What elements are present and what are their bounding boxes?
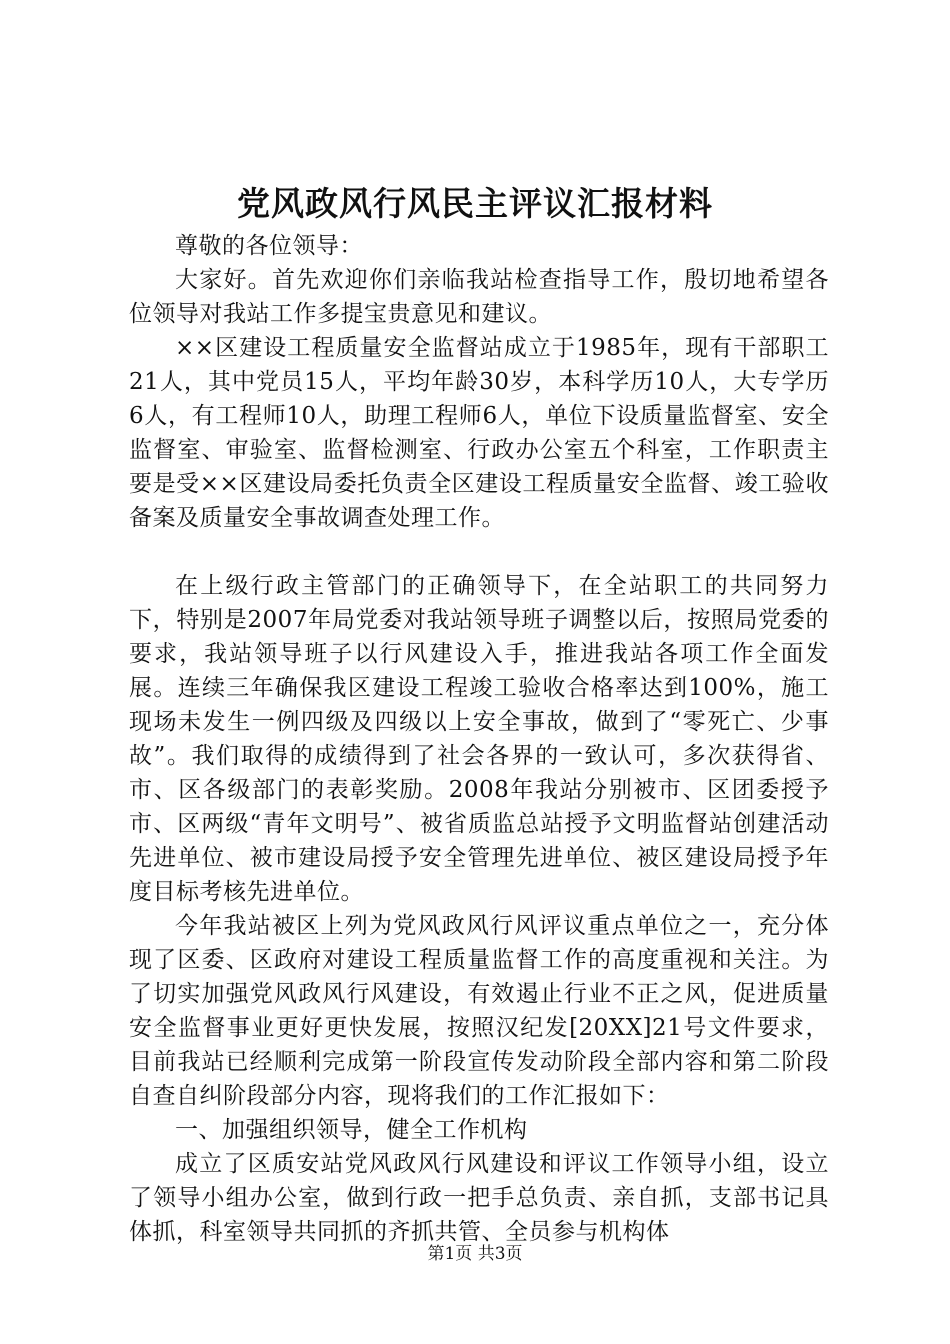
paragraph-section-one: 成立了区质安站党风政风行风建设和评议工作领导小组，设立了领导小组办公室，做到行政一把手总负责、亲自抓，支部书记具体抓，科室领导共同抓的齐抓共管、全员参与机构体 — [129, 1151, 829, 1245]
salutation: 尊敬的各位领导： — [175, 233, 363, 259]
document-title: 党风政风行风民主评议汇报材料 — [237, 184, 713, 223]
paragraph-achievements: 在上级行政主管部门的正确领导下，在全站职工的共同努力下，特别是2007年局党委对我站领导班子调整以后，按照局党委的要求，我站领导班子以行风建设入手，推进我站各项工作全面发展。连续三年确保我区建设工程竣工验收合格率达到100%，施工现场未发生一例四级及四级以上安全事故，做到了“零死亡、少事故”。我们取得的成绩得到了社会各界的一致认可，多次获得省、市、区各级部门的表彰奖励。2008年我站分别被市、区团委授予市、区两级“青年文明号”、被省质监总站授予文明监督站创建活动先进单位、被市建设局授予安全管理先进单位、被区建设局授予年度目标考核先进单位。 — [129, 573, 829, 905]
section-heading: 一、加强组织领导，健全工作机构 — [175, 1117, 528, 1143]
document-body — [129, 229, 829, 1249]
paragraph-greeting: 大家好。首先欢迎你们亲临我站检查指导工作，殷切地希望各位领导对我站工作多提宝贵意见和建议。 — [129, 267, 829, 327]
page-footer: 第1页 共3页 — [427, 1244, 523, 1264]
paragraph-introduction: ××区建设工程质量安全监督站成立于1985年，现有干部职工21人，其中党员15人，平均年龄30岁，本科学历10人，大专学历6人，有工程师10人，助理工程师6人，单位下设质量监督室、安全监督室、审验室、监督检测室、行政办公室五个科室，工作职责主要是受××区建设局委托负责全区建设工程质量安全监督、竣工验收备案及质量安全事故调查处理工作。 — [129, 335, 829, 531]
paragraph-evaluation: 今年我站被区上列为党风政风行风评议重点单位之一，充分体现了区委、区政府对建设工程质量监督工作的高度重视和关注。为了切实加强党风政风行风建设，有效遏止行业不正之风，促进质量安全监督事业更好更快发展，按照汉纪发[20XX]21号文件要求，目前我站已经顺利完成第一阶段宣传发动阶段全部内容和第二阶段自查自纠阶段部分内容，现将我们的工作汇报如下： — [129, 913, 829, 1109]
